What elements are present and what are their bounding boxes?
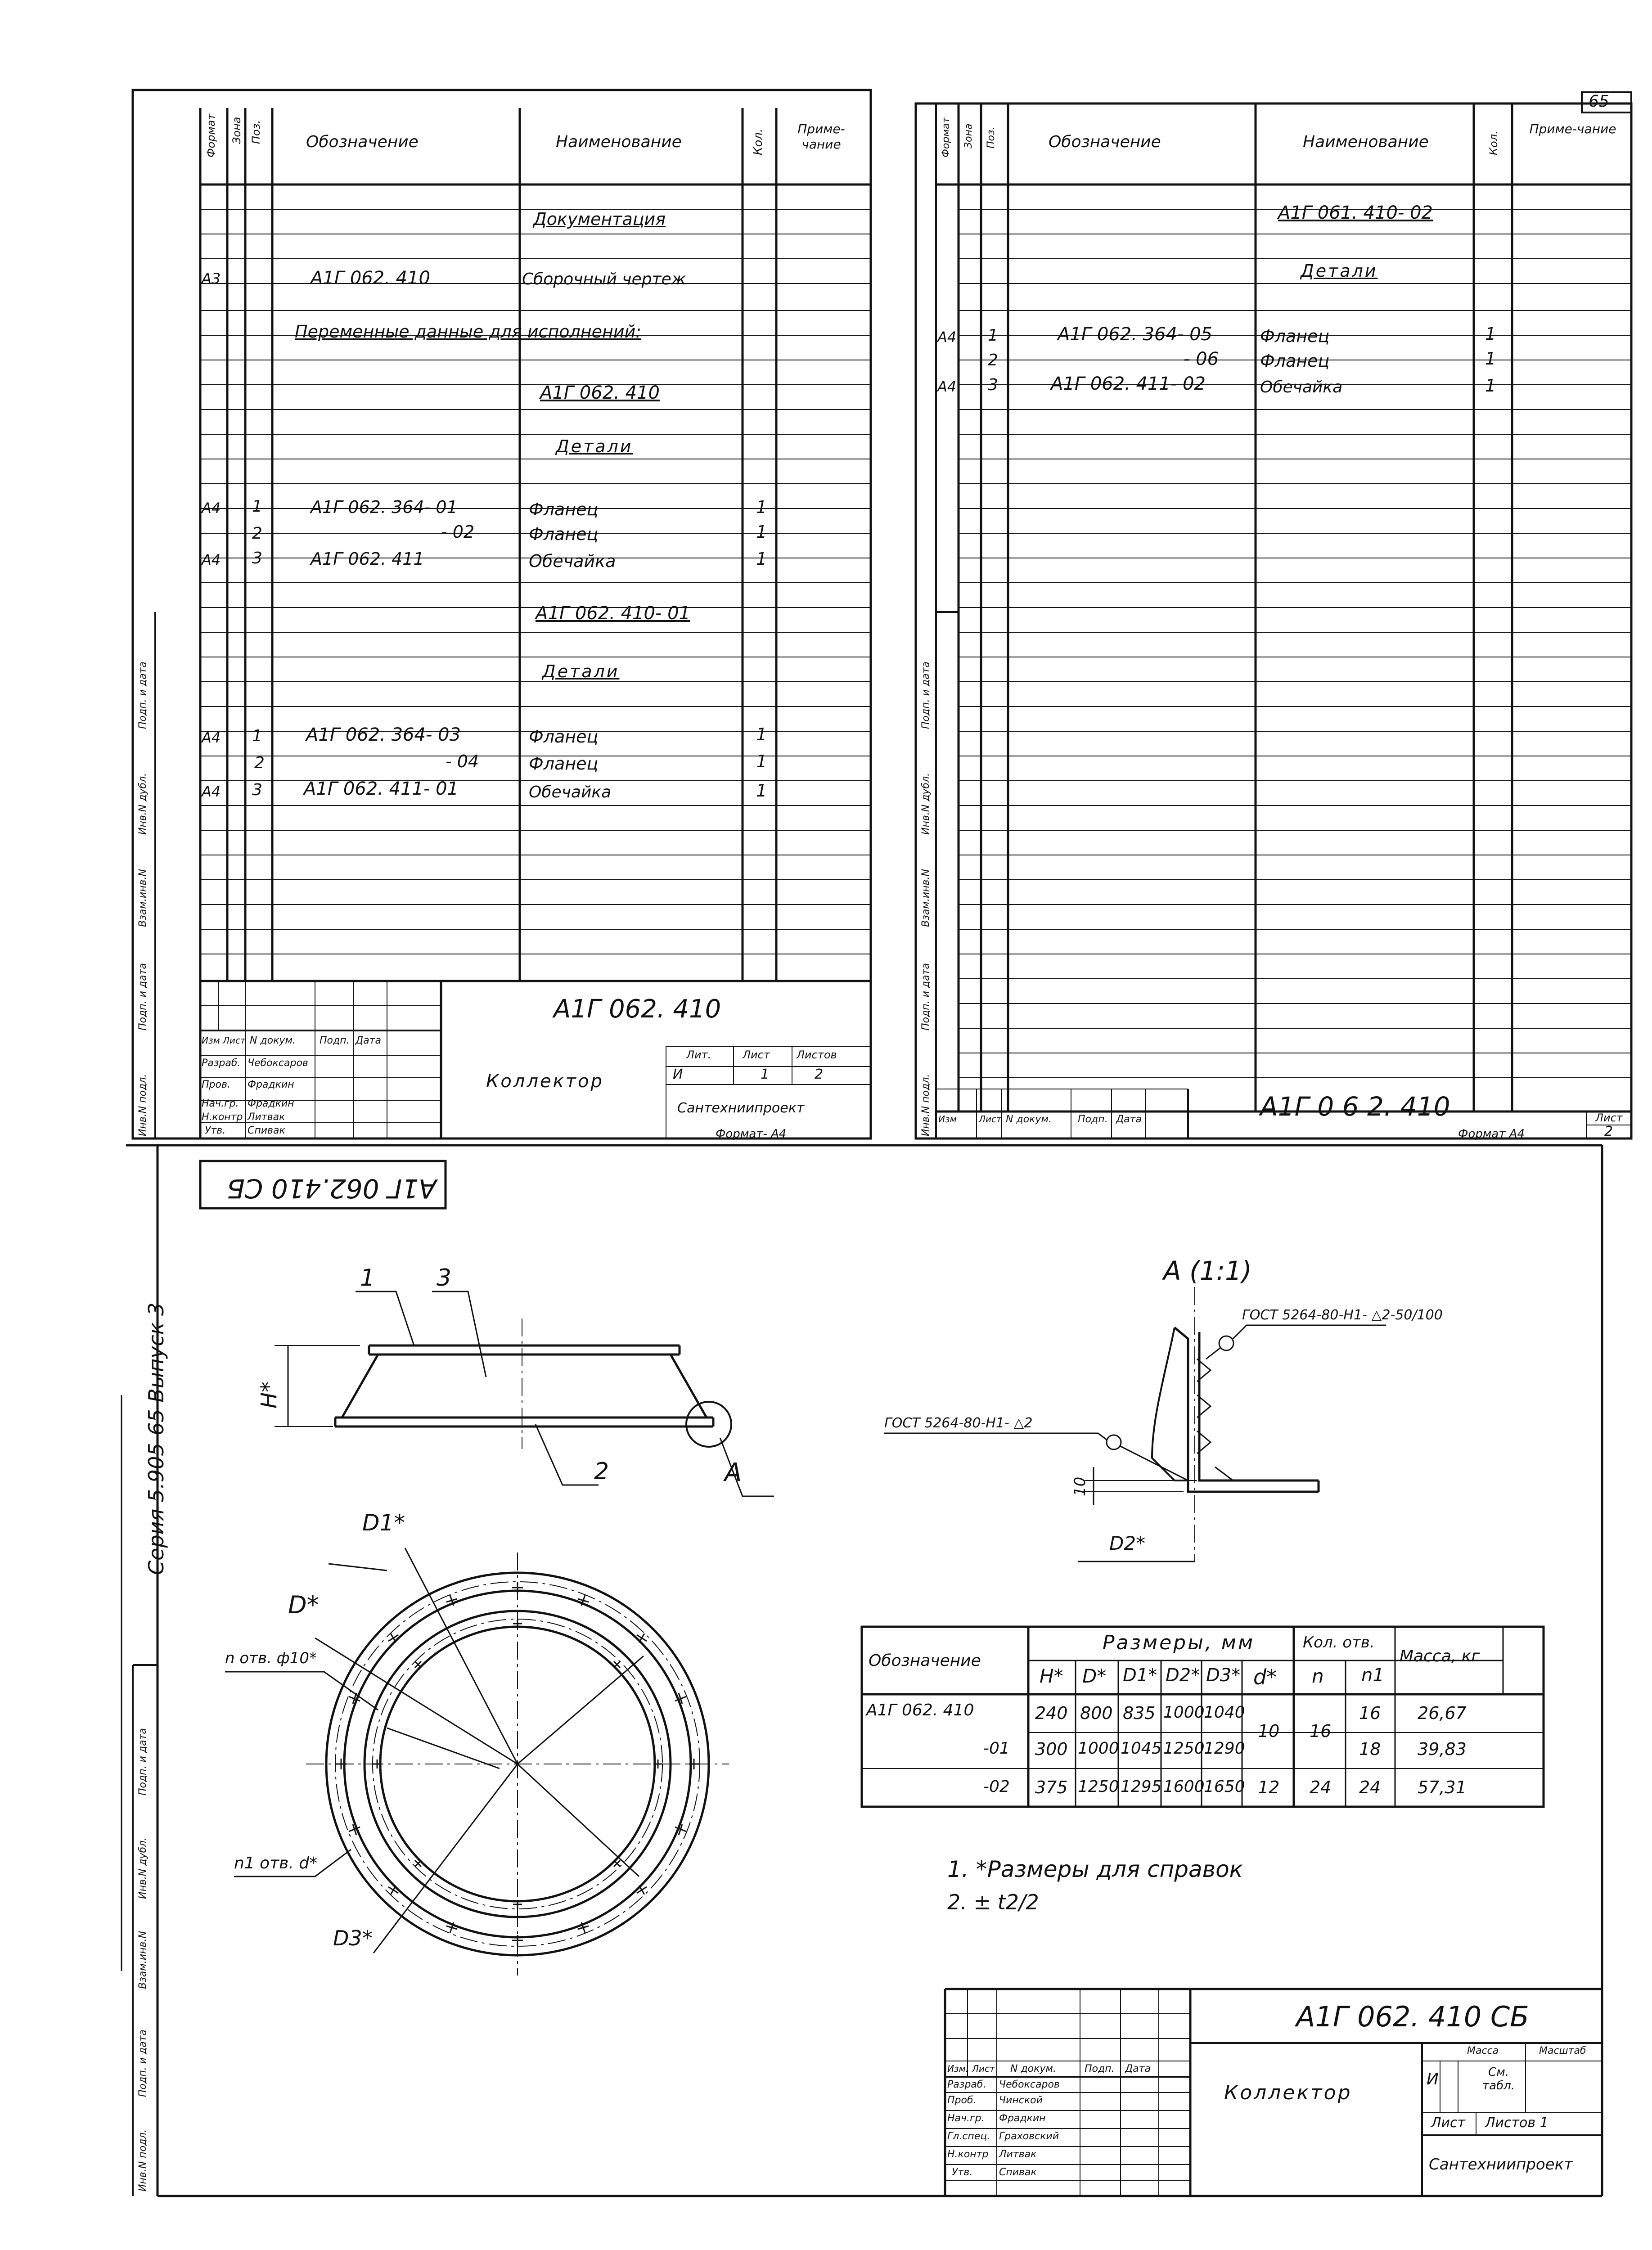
sheet1-r5-name: Фланец <box>529 500 599 519</box>
sheet1-header-note: Приме-чание <box>797 122 845 152</box>
dim-d3: D3* <box>333 1926 373 1950</box>
table-header-sizes: Размеры, мм <box>1103 1631 1255 1654</box>
sheet1-r7-pos: 3 <box>252 549 262 567</box>
drawing-stamp-vzam: Взам.инв.N <box>137 1931 149 1989</box>
sheet1-r12-pos: 3 <box>252 781 262 799</box>
sheet1-tb-name: Коллектор <box>486 1071 604 1092</box>
sheet2-tb-col-list: Лист <box>979 1114 1002 1125</box>
sheet2-r3-name: Фланец <box>1260 351 1330 371</box>
sheet1-tb-name-3: Литвак <box>248 1112 285 1123</box>
sheet2-r4-pos: 3 <box>988 376 998 394</box>
sheet1-r10-pos: 1 <box>252 727 262 745</box>
sheet1-tb-sheet-value: 1 <box>761 1066 770 1082</box>
sheet1-tb-sheet-label: Лист <box>743 1048 770 1061</box>
sheet2-stamp-podp-2: Подп. и дата <box>920 662 932 729</box>
sheet1-tb-role-0: Разраб. <box>202 1058 241 1069</box>
sheet2-tb-col-date: Дата <box>1116 1114 1142 1125</box>
sheet2-stamp-inv-podl: Инв.N подл. <box>920 1074 932 1136</box>
note-1: 1. *Размеры для справок <box>947 1856 1243 1882</box>
tb3-role-0: Разраб. <box>947 2079 986 2090</box>
table-r1-h: 300 <box>1035 1739 1068 1759</box>
sheet1-r7-format: А4 <box>202 551 221 568</box>
sheet1-header-designation: Обозначение <box>306 133 419 151</box>
table-r1-d3: 1290 <box>1204 1739 1245 1758</box>
table-r1-n1: 18 <box>1359 1739 1381 1759</box>
note-2: 2. ± t2/2 <box>947 1890 1039 1914</box>
table-r0-d3: 1040 <box>1204 1703 1245 1722</box>
sheet2-r4-qty: 1 <box>1485 376 1496 396</box>
sheet1-tb-name-2: Фрадкин <box>248 1098 294 1109</box>
tb3-mass-label: Масса <box>1467 2045 1499 2056</box>
drawing-stamp-inv-podl: Инв.N подл. <box>137 2129 149 2192</box>
tb3-name: Коллектор <box>1224 2081 1352 2104</box>
table-sub-d1: D1* <box>1123 1665 1157 1686</box>
sheet2-row-variant-410-02: А1Г 061. 410- 02 <box>1278 202 1433 223</box>
sheet1-r7-designation: А1Г 062. 411 <box>311 549 424 569</box>
dim-d: D* <box>288 1591 319 1619</box>
tb3-name-3: Граховский <box>999 2131 1059 2142</box>
dim-height: Н* <box>257 1381 282 1408</box>
callout-pos2: 2 <box>594 1458 609 1485</box>
sheet1-r5-pos: 1 <box>252 497 262 516</box>
tb3-name-5: Спивак <box>999 2167 1037 2178</box>
table-r1-mass: 39,83 <box>1418 1739 1467 1759</box>
sheet2-r2-qty: 1 <box>1485 324 1496 344</box>
sheet1-tb-col-ndoc: N докум. <box>250 1035 296 1046</box>
table-r2-mass: 57,31 <box>1418 1778 1467 1797</box>
table-merged-d: 10 <box>1258 1721 1280 1741</box>
sheet2-r2-designation: А1Г 062. 364- 05 <box>1058 324 1212 345</box>
sheet1-tb-code: А1Г 062. 410 <box>554 994 721 1024</box>
sheet1-r10-format: А4 <box>202 729 221 746</box>
sheet2-r4-name: Обечайка <box>1260 378 1343 396</box>
sheet1-tb-col-sign: Подп. <box>320 1035 350 1046</box>
sheet1-r10-name: Фланец <box>529 727 599 747</box>
sheet1-header-qty: Кол. <box>752 128 765 155</box>
table-r0-d: 800 <box>1080 1703 1113 1723</box>
tb3-col-date: Дата <box>1125 2063 1151 2074</box>
drawing-stamp-podp-1: Подп. и дата <box>137 2030 149 2097</box>
sheet1-r7-qty: 1 <box>756 549 767 569</box>
sheet1-header-format: Формат <box>205 113 217 158</box>
page-number: 65 <box>1589 92 1609 111</box>
sheet1-r10-qty: 1 <box>756 724 767 744</box>
sheet2-header-format: Формат <box>941 117 952 158</box>
drawing-stamp-inv-dubl: Инв.N дубл. <box>137 1837 149 1899</box>
table-sub-n: n <box>1312 1665 1324 1687</box>
sheet1-r5-qty: 1 <box>756 497 767 517</box>
dim-holes-d: n1 отв. d* <box>234 1854 318 1872</box>
sheet1-tb-format: Формат- А4 <box>716 1127 787 1141</box>
table-r2-d: 1250 <box>1078 1778 1119 1796</box>
tb3-code: А1Г 062. 410 СБ <box>1296 2000 1529 2033</box>
table-r2-n: 24 <box>1310 1778 1332 1797</box>
tb3-col-izm: Изм. <box>947 2063 969 2074</box>
sheet1-r12-format: А4 <box>202 783 221 800</box>
sheet2-r3-qty: 1 <box>1485 349 1496 369</box>
table-sub-d2: D2* <box>1166 1665 1200 1686</box>
sheet2-r3-designation: - 06 <box>1184 349 1219 369</box>
dim-d1: D1* <box>362 1510 405 1536</box>
sheet2-tb-col-sign: Подп. <box>1078 1114 1108 1125</box>
sheet2-tb-format: Формат А4 <box>1458 1127 1525 1141</box>
weld-label-1: ГОСТ 5264-80-Н1- △2-50/100 <box>1242 1307 1443 1323</box>
tb3-role-1: Проб. <box>947 2095 977 2106</box>
sheet1-tb-sheets-value: 2 <box>815 1066 824 1082</box>
sheet2-stamp-inv-dubl: Инв.N дубл. <box>920 773 932 835</box>
table-r2-dd: 12 <box>1258 1778 1280 1797</box>
front-view <box>275 1292 774 1496</box>
tb3-org: Сантехниипроект <box>1429 2156 1573 2174</box>
sheet2-r4-designation: А1Г 062. 411- 02 <box>1051 374 1206 394</box>
sheet2-r2-format: А4 <box>937 328 957 346</box>
sheet2-header-name: Наименование <box>1303 133 1429 151</box>
tb3-name-0: Чебоксаров <box>999 2079 1060 2090</box>
sheet1-r11-qty: 1 <box>756 752 767 771</box>
sheet1-row-a3-format: А3 <box>202 270 221 287</box>
sheet1-stamp-inv-podl: Инв.N подл. <box>137 1074 149 1136</box>
table-r0-d1: 835 <box>1123 1703 1156 1723</box>
table-r0-n1: 16 <box>1359 1703 1381 1723</box>
sheet2-header-designation: Обозначение <box>1049 133 1161 151</box>
drawing-stamp-code: А1Г 062.410 СБ <box>227 1173 437 1204</box>
table-r2-h: 375 <box>1035 1778 1068 1797</box>
table-r1-d2: 1250 <box>1163 1739 1205 1758</box>
sheet1-tb-name-4: Спивак <box>248 1125 285 1136</box>
sheet1-tb-col-date: Дата <box>356 1035 381 1046</box>
table-r2-d1: 1295 <box>1121 1778 1162 1796</box>
sheet1-row-documentation: Документация <box>533 209 666 229</box>
tb3-col-list: Лист <box>972 2063 995 2074</box>
series-label: Серия 5.905-65 Выпуск 3 <box>144 1302 168 1575</box>
sheet2-r2-name: Фланец <box>1260 326 1330 346</box>
sheet2-header-pos: Поз. <box>986 126 997 148</box>
sheet1-row-details-1: Детали <box>556 436 633 456</box>
sheet1-tb-lit-value: И <box>673 1066 683 1082</box>
sheet1-r12-name: Обечайка <box>529 783 612 801</box>
sheet1-tb-role-2: Нач.гр. <box>202 1098 239 1109</box>
table-r1-d1: 1045 <box>1121 1739 1162 1758</box>
tb3-scale-label: Масштаб <box>1539 2045 1586 2056</box>
table-header-mass: Масса, кг <box>1400 1647 1480 1665</box>
sheet2-tb-col-izm: Изм <box>938 1114 957 1125</box>
sheet1-header-pos: Поз. <box>250 120 262 144</box>
sheet1-tb-sheets-label: Листов <box>797 1048 837 1061</box>
sheet1-r6-pos: 2 <box>252 524 262 543</box>
sheet2-tb-sheet-value: 2 <box>1604 1124 1613 1139</box>
sheet1-r5-designation: А1Г 062. 364- 01 <box>311 497 458 517</box>
sheet1-stamp-podp-2: Подп. и дата <box>137 662 149 729</box>
weld-label-2: ГОСТ 5264-80-Н1- △2 <box>884 1415 1033 1431</box>
sheet1-r11-designation: - 04 <box>446 752 479 771</box>
sheet1-tb-org: Сантехниипроект <box>677 1100 805 1116</box>
sheet1-row-a3-designation: А1Г 062. 410 <box>311 268 430 288</box>
sheet1-tb-role-4: Утв. <box>205 1125 226 1136</box>
table-r1-designation: -01 <box>983 1739 1010 1758</box>
sheet2-header-note: Приме-чание <box>1529 122 1616 136</box>
sheet1-r10-designation: А1Г 062. 364- 03 <box>306 724 461 745</box>
tb3-name-2: Фрадкин <box>999 2113 1046 2124</box>
sheet1-tb-lit-label: Лит. <box>686 1048 711 1061</box>
sheet1-r6-name: Фланец <box>529 524 599 544</box>
sheet1-row-details-2: Детали <box>542 662 620 681</box>
drawing-stamp-podp-2: Подп. и дата <box>137 1728 149 1796</box>
detail-a-label: А (1:1) <box>1163 1256 1252 1286</box>
tb3-role-2: Нач.гр. <box>947 2113 985 2124</box>
tb3-sheet-label: Лист <box>1431 2115 1466 2131</box>
sheet1-r5-format: А4 <box>202 500 221 517</box>
tb3-lit: И <box>1427 2070 1439 2088</box>
sheet1-r12-designation: А1Г 062. 411- 01 <box>304 778 459 799</box>
table-r0-designation: А1Г 062. 410 <box>866 1701 974 1719</box>
sheet1-stamp-podp-1: Подп. и дата <box>137 963 149 1030</box>
sheet1-r12-qty: 1 <box>756 781 767 801</box>
callout-pos1: 1 <box>360 1264 375 1292</box>
table-r0-h: 240 <box>1035 1703 1068 1723</box>
table-sub-h: H* <box>1040 1665 1063 1687</box>
tb3-col-ndoc: N докум. <box>1010 2063 1057 2074</box>
sheet1-r11-pos: 2 <box>254 754 265 772</box>
table-r0-d2: 1000 <box>1163 1703 1205 1722</box>
sheet2-r3-pos: 2 <box>988 351 998 369</box>
callout-pos3: 3 <box>437 1264 452 1292</box>
tb3-role-3: Гл.спец. <box>947 2131 990 2142</box>
sheet2-tb-code: А1Г 0 6 2. 410 <box>1260 1091 1450 1122</box>
table-sub-n1: n1 <box>1361 1665 1384 1686</box>
dim-holes-phi10: n отв. ф10* <box>225 1649 317 1667</box>
sheet2-r4-format: А4 <box>937 378 957 395</box>
table-r2-n1: 24 <box>1359 1778 1381 1797</box>
sheet1-tb-role-3: Н.контр <box>202 1112 243 1123</box>
table-header-designation: Обозначение <box>869 1652 981 1670</box>
sheet2-stamp-podp-1: Подп. и дата <box>920 963 932 1030</box>
table-r2-d3: 1650 <box>1204 1778 1245 1796</box>
table-merged-n: 16 <box>1310 1721 1332 1741</box>
sheet1-header-zone: Зона <box>230 117 243 144</box>
sheet2-row-details: Детали <box>1301 261 1378 281</box>
sheet1-row-variable-data: Переменные данные для исполнений: <box>295 322 642 342</box>
sheet2-header-qty: Кол. <box>1487 130 1500 155</box>
tb3-name-4: Литвак <box>999 2149 1037 2160</box>
sheet1-tb-name-1: Фрадкин <box>248 1079 294 1090</box>
table-r0-mass: 26,67 <box>1418 1703 1467 1723</box>
tb3-role-5: Утв. <box>952 2167 973 2178</box>
tb3-mass-value: См. табл. <box>1482 2066 1515 2092</box>
callout-view-a: А <box>725 1458 742 1487</box>
table-r2-designation: -02 <box>983 1778 1010 1796</box>
sheet1-r7-name: Обечайка <box>529 551 616 571</box>
sheet1-r6-designation: - 02 <box>441 522 475 542</box>
sheet2-tb-col-ndoc: N докум. <box>1006 1114 1052 1125</box>
table-sub-d3: D3* <box>1206 1665 1241 1686</box>
sheet1-row-variant-410-01: А1Г 062. 410- 01 <box>536 603 690 624</box>
tb3-role-4: Н.контр <box>947 2149 989 2160</box>
table-header-holes: Кол. отв. <box>1303 1634 1375 1652</box>
tb3-col-sign: Подп. <box>1085 2063 1115 2074</box>
sheet1-stamp-vzam: Взам.инв.N <box>137 869 149 927</box>
sheet2-r2-pos: 1 <box>988 326 998 345</box>
tb3-name-1: Чинской <box>999 2095 1043 2106</box>
sheet1-tb-col-list: Лист <box>223 1035 246 1046</box>
dim-10: 10 <box>1071 1476 1089 1496</box>
dim-d2: D2* <box>1109 1532 1146 1554</box>
sheet2-tb-sheet-label: Лист <box>1595 1112 1623 1124</box>
sheet1-header-name: Наименование <box>556 133 682 151</box>
sheet1-row-variant-410: А1Г 062. 410 <box>540 382 660 403</box>
table-r2-d2: 1600 <box>1163 1778 1205 1796</box>
sheet1-r11-name: Фланец <box>529 754 599 774</box>
sheet2-stamp-vzam: Взам.инв.N <box>920 869 932 927</box>
tb3-sheets-label: Листов 1 <box>1485 2115 1548 2131</box>
sheet1-r6-qty: 1 <box>756 522 767 542</box>
sheet1-tb-col-izm: Изм <box>202 1035 220 1046</box>
sheet1-tb-role-1: Пров. <box>202 1079 230 1090</box>
table-sub-dd: d* <box>1253 1665 1277 1689</box>
sheet1-row-a3-name: Сборочный чертеж <box>522 270 686 288</box>
sheet1-tb-name-0: Чебоксаров <box>248 1058 308 1069</box>
sheet2-header-zone: Зона <box>963 123 974 148</box>
sheet1-stamp-inv-dubl: Инв.N дубл. <box>137 773 149 835</box>
table-sub-d: D* <box>1082 1665 1107 1687</box>
table-r1-d: 1000 <box>1078 1739 1119 1758</box>
